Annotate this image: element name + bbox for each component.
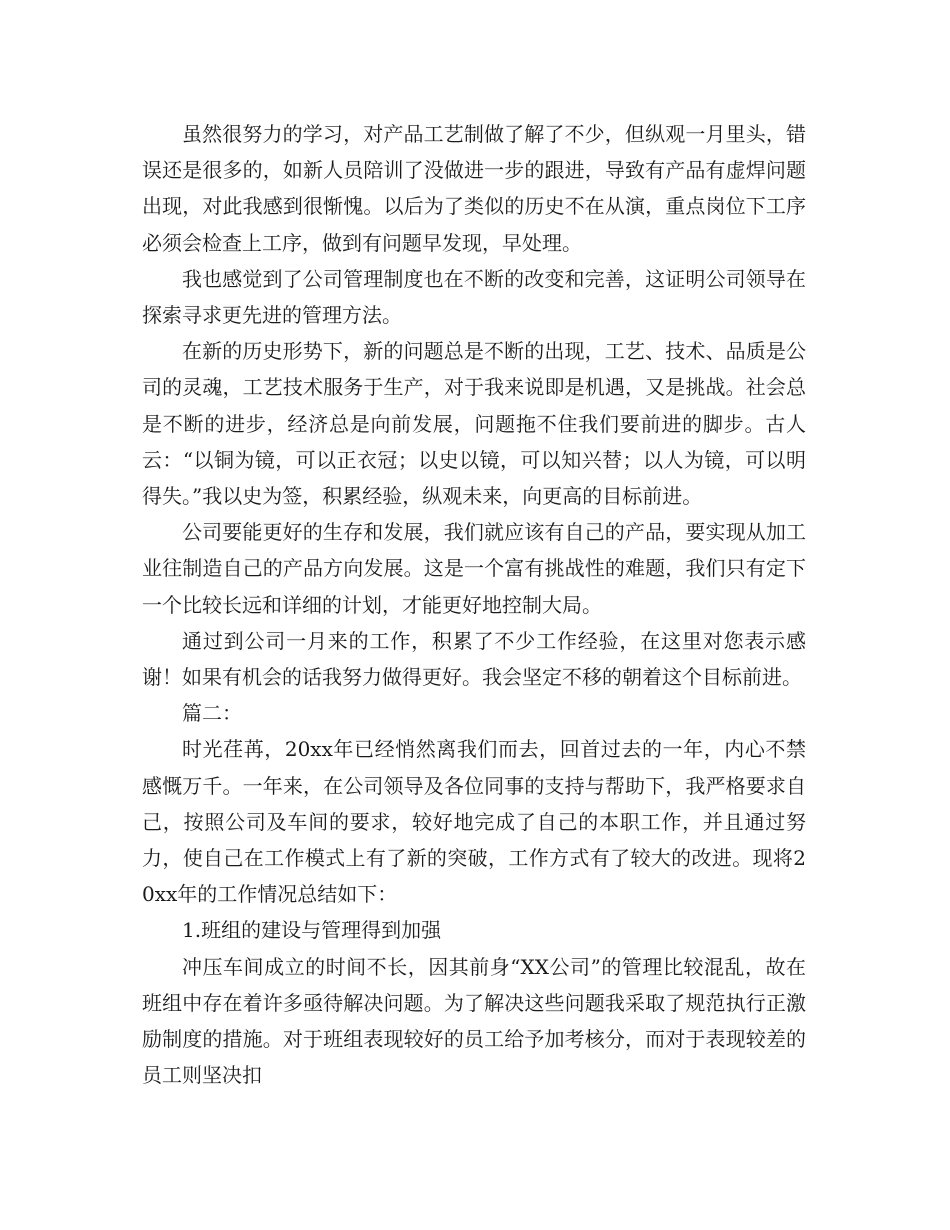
document-page [142,116,806,1093]
paragraph-stamping-workshop: 冲压车间成立的时间不长，因其前身“XX公司”的管理比较混乱，故在班组中存在着许多亟待解决问题。为了解决这些问题我采取了规范执行正激励制度的措施。对于班组表现较好的员工给予加考核分，而对于表现较差的员工则坚决扣 [142,954,806,1088]
paragraph-company-development: 公司要能更好的生存和发展，我们就应该有自己的产品，要实现从加工业往制造自己的产品方向发展。这是一个富有挑战性的难题，我们只有定下一个比较长远和详细的计划，才能更好地控制大局。 [142,520,806,617]
paragraph-year-summary: 时光荏苒，20xx年已经悄然离我们而去，回首过去的一年，内心不禁感慨万千。一年来，在公司领导及各位同事的支持与帮助下，我严格要求自己，按照公司及车间的要求，较好地完成了自己的本职工作，并且通过努力，使自己在工作模式上有了新的突破，工作方式有了较大的改进。现将20xx年的工作情况总结如下： [142,737,806,907]
paragraph-thanks: 通过到公司一月来的工作，积累了不少工作经验，在这里对您表示感谢！如果有机会的话我努力做得更好。我会坚定不移的朝着这个目标前进。 [142,628,806,690]
paragraph-new-situation: 在新的历史形势下，新的问题总是不断的出现，工艺、技术、品质是公司的灵魂，工艺技术服务于生产，对于我来说即是机遇，又是挑战。社会总是不断的进步，经济总是向前发展，问题拖不住我们要前进的脚步。古人云：“以铜为镜，可以正衣冠；以史以镜，可以知兴替；以人为镜，可以明得失。”我以史为签，积累经验，纵观未来，向更高的目标前进。 [142,339,806,509]
paragraph-management-system: 我也感觉到了公司管理制度也在不断的改变和完善，这证明公司领导在探索寻求更先进的管理方法。 [142,266,806,328]
subheading-team-building: 1.班组的建设与管理得到加强 [182,918,442,943]
section-heading-part-two: 篇二： [182,701,242,726]
paragraph-review-errors: 虽然很努力的学习，对产品工艺制做了解了不少，但纵观一月里头，错误还是很多的，如新人员陪训了没做进一步的跟进，导致有产品有虚焊问题出现，对此我感到很惭愧。以后为了类似的历史不在从演，重点岗位下工序必须会检查上工序，做到有问题早发现，早处理。 [142,122,806,255]
